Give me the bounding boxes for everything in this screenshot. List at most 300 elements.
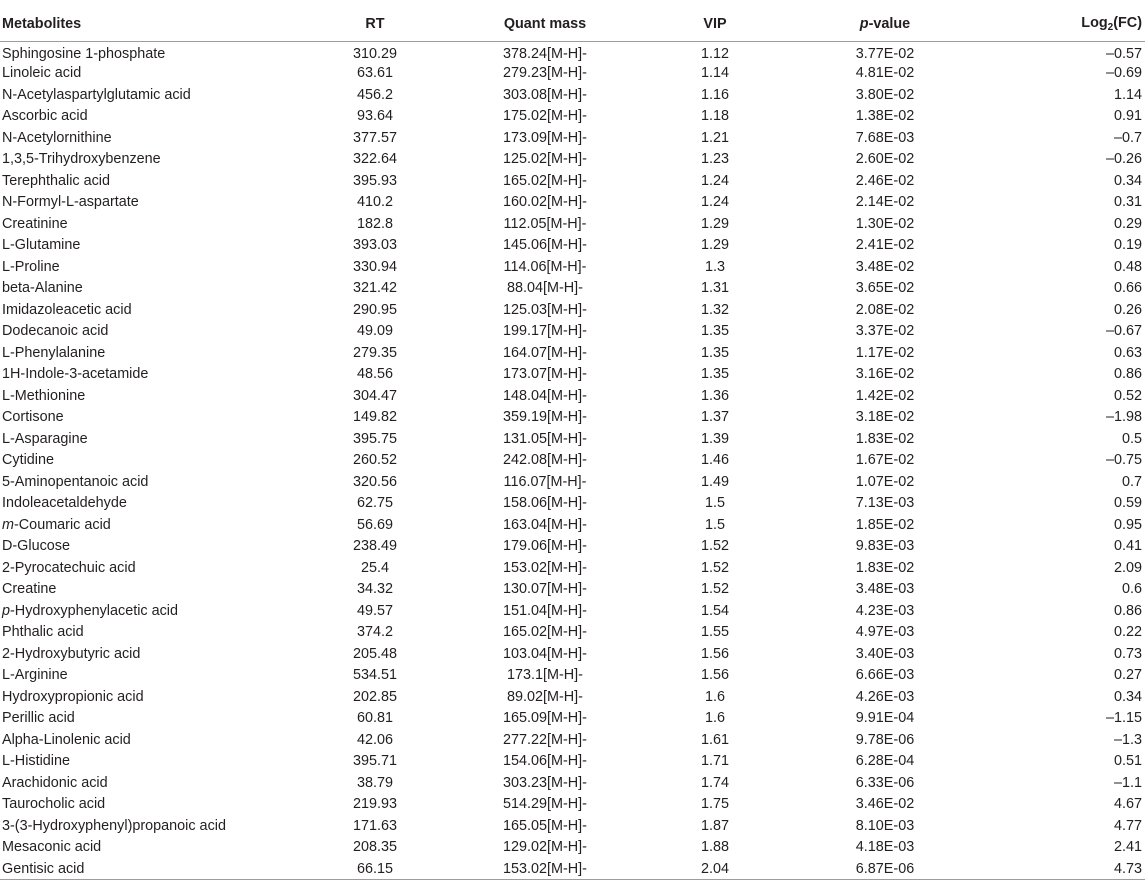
metabolite-prefix: m [2, 516, 14, 533]
table-row [0, 192, 1145, 214]
cell-log2fc: 0.26 [1113, 301, 1142, 318]
metabolite-name: 2-Hydroxybutyric acid [2, 645, 141, 662]
cell-quant-mass: 116.07[M-H]- [503, 473, 587, 490]
metabolite-name: -Coumaric acid [14, 516, 111, 533]
cell-metabolite [0, 837, 300, 859]
cell-p-value: 3.37E-02 [855, 323, 915, 340]
cell-p-value: 6.87E-06 [790, 858, 980, 880]
table-row [0, 428, 1145, 450]
metabolite-name: Phthalic acid [2, 624, 84, 641]
metabolite-name: Cortisone [2, 409, 64, 426]
header-log-suffix: (FC) [1113, 14, 1142, 31]
metabolite-name: Taurocholic acid [2, 796, 106, 813]
metabolite-name: -Hydroxyphenylacetic acid [10, 602, 178, 619]
cell-quant-mass: 165.09[M-H]- [503, 710, 587, 727]
cell-rt: 38.79 [356, 774, 393, 791]
table-body [0, 41, 1145, 880]
table-row [0, 278, 1145, 300]
cell-log2fc: 0.7 [1121, 473, 1142, 490]
table-row [0, 772, 1145, 794]
cell-quant-mass: 242.08[M-H]- [503, 452, 587, 469]
cell-metabolite [0, 213, 300, 235]
cell-rt: 66.15 [300, 858, 450, 880]
cell-metabolite [0, 278, 300, 300]
cell-quant-mass: 164.07[M-H]- [503, 344, 587, 361]
cell-metabolite [0, 428, 300, 450]
cell-metabolite [0, 299, 300, 321]
cell-metabolite [0, 84, 300, 106]
cell-log2fc: 0.41 [1113, 538, 1142, 555]
cell-vip: 1.74 [700, 774, 729, 791]
cell-metabolite [0, 127, 300, 149]
cell-p-value: 1.42E-02 [855, 387, 915, 404]
cell-p-value: 7.68E-03 [855, 129, 915, 146]
cell-metabolite [0, 514, 300, 536]
cell-quant-mass: 88.04[M-H]- [507, 280, 583, 297]
cell-rt: 374.2 [356, 624, 393, 641]
cell-vip: 1.16 [700, 86, 729, 103]
table-row [0, 729, 1145, 751]
cell-p-value: 3.18E-02 [855, 409, 915, 426]
table-header [0, 7, 1145, 41]
table-row [0, 170, 1145, 192]
cell-vip: 1.12 [700, 46, 729, 62]
cell-log2fc: 0.86 [1113, 602, 1142, 619]
cell-rt: 393.03 [352, 237, 397, 254]
cell-log2fc: 0.95 [1113, 516, 1142, 533]
cell-log2fc: –1.98 [1105, 409, 1142, 426]
cell-vip: 1.39 [700, 430, 729, 447]
cell-p-value: 9.78E-06 [855, 731, 915, 748]
header-log-sub: 2 [1107, 21, 1114, 33]
table-row [0, 665, 1145, 687]
metabolite-name: L-Proline [2, 258, 60, 275]
cell-metabolite [0, 256, 300, 278]
metabolite-name: Mesaconic acid [2, 839, 102, 856]
cell-log2fc: 4.73 [980, 858, 1145, 880]
cell-metabolite [0, 450, 300, 472]
cell-log2fc: 4.67 [1113, 796, 1142, 813]
header-log-prefix: Log [1081, 14, 1108, 31]
cell-p-value: 3.16E-02 [855, 366, 915, 383]
cell-quant-mass: 359.19[M-H]- [503, 409, 587, 426]
cell-vip: 1.46 [700, 452, 729, 469]
metabolite-name: Sphingosine 1-phosphate [2, 46, 166, 62]
cell-p-value: 3.46E-02 [855, 796, 915, 813]
cell-metabolite [0, 471, 300, 493]
table-row [0, 256, 1145, 278]
cell-log2fc: 0.22 [1113, 624, 1142, 641]
cell-rt: 49.57 [356, 602, 393, 619]
cell-quant-mass: 160.02[M-H]- [503, 194, 587, 211]
cell-log2fc: 0.34 [1113, 688, 1142, 705]
cell-vip: 1.56 [700, 667, 729, 684]
cell-rt: 34.32 [356, 581, 393, 598]
cell-vip: 1.5 [704, 495, 725, 512]
cell-vip: 1.35 [700, 344, 729, 361]
cell-p-value: 1.07E-02 [855, 473, 915, 490]
metabolite-name: Creatine [2, 581, 57, 598]
cell-rt: 279.35 [352, 344, 397, 361]
cell-quant-mass: 145.06[M-H]- [503, 237, 587, 254]
cell-metabolite [0, 41, 300, 63]
cell-quant-mass: 179.06[M-H]- [503, 538, 587, 555]
cell-vip: 1.56 [700, 645, 729, 662]
cell-p-value: 1.38E-02 [855, 108, 915, 125]
cell-log2fc: 0.5 [1121, 430, 1142, 447]
metabolite-name: Gentisic acid [2, 860, 85, 877]
cell-log2fc: 4.77 [1113, 817, 1142, 834]
table-row [0, 579, 1145, 601]
cell-rt: 56.69 [356, 516, 393, 533]
cell-rt: 205.48 [352, 645, 397, 662]
cell-metabolite [0, 794, 300, 816]
cell-vip: 1.24 [700, 194, 729, 211]
cell-quant-mass: 199.17[M-H]- [503, 323, 587, 340]
cell-p-value: 6.66E-03 [855, 667, 915, 684]
cell-rt: 238.49 [352, 538, 397, 555]
cell-vip: 1.3 [704, 258, 725, 275]
cell-metabolite [0, 235, 300, 257]
header-quant-mass: Quant mass [450, 7, 640, 41]
metabolite-name: Creatinine [2, 215, 68, 232]
header-vip: VIP [640, 7, 790, 41]
metabolite-name: Arachidonic acid [2, 774, 108, 791]
cell-vip: 1.52 [700, 538, 729, 555]
cell-metabolite [0, 364, 300, 386]
header-p-italic: p [859, 15, 869, 32]
cell-p-value: 2.14E-02 [855, 194, 915, 211]
cell-metabolite [0, 858, 300, 880]
cell-vip: 1.29 [700, 215, 729, 232]
cell-log2fc: 0.91 [1113, 108, 1142, 125]
cell-quant-mass: 114.06[M-H]- [503, 258, 587, 275]
table-row [0, 84, 1145, 106]
metabolite-name: 1H-Indole-3-acetamide [2, 366, 149, 383]
table-row [0, 385, 1145, 407]
cell-rt: 304.47 [352, 387, 397, 404]
cell-vip: 1.35 [700, 323, 729, 340]
table-row [0, 858, 1145, 880]
cell-log2fc: –1.3 [1113, 731, 1142, 748]
cell-quant-mass: 103.04[M-H]- [503, 645, 587, 662]
cell-quant-mass: 173.09[M-H]- [503, 129, 587, 146]
cell-rt: 48.56 [356, 366, 393, 383]
cell-quant-mass: 514.29[M-H]- [503, 796, 587, 813]
table-row [0, 815, 1145, 837]
cell-vip: 1.6 [704, 688, 725, 705]
cell-quant-mass: 303.08[M-H]- [503, 86, 587, 103]
cell-p-value: 2.41E-02 [855, 237, 915, 254]
metabolite-name: D-Glucose [2, 538, 70, 555]
cell-log2fc: –1.15 [1105, 710, 1142, 727]
cell-rt: 321.42 [352, 280, 397, 297]
cell-p-value: 4.81E-02 [855, 65, 915, 82]
cell-quant-mass: 175.02[M-H]- [503, 108, 587, 125]
metabolite-name: Dodecanoic acid [2, 323, 109, 340]
metabolite-prefix: p [2, 602, 11, 619]
cell-p-value: 9.83E-03 [855, 538, 915, 555]
table-row [0, 751, 1145, 773]
cell-rt: 377.57 [352, 129, 397, 146]
cell-log2fc: 0.63 [1113, 344, 1142, 361]
table-row [0, 127, 1145, 149]
cell-rt: 395.75 [352, 430, 397, 447]
cell-rt: 330.94 [352, 258, 397, 275]
cell-metabolite [0, 493, 300, 515]
cell-log2fc: 0.27 [1113, 667, 1142, 684]
cell-rt: 171.63 [352, 817, 397, 834]
metabolite-name: L-Arginine [2, 667, 68, 684]
cell-log2fc: 0.34 [1113, 172, 1142, 189]
cell-metabolite [0, 686, 300, 708]
cell-metabolite [0, 192, 300, 214]
cell-p-value: 4.18E-03 [855, 839, 915, 856]
cell-vip: 1.87 [700, 817, 729, 834]
cell-rt: 182.8 [356, 215, 393, 232]
metabolite-name: N-Acetylaspartylglutamic acid [2, 86, 191, 103]
cell-quant-mass: 129.02[M-H]- [503, 839, 587, 856]
table-row [0, 235, 1145, 257]
cell-metabolite [0, 170, 300, 192]
cell-log2fc: 0.52 [1113, 387, 1142, 404]
cell-vip: 1.5 [704, 516, 725, 533]
metabolite-name: 1,3,5-Trihydroxybenzene [2, 151, 161, 168]
cell-p-value: 8.10E-03 [855, 817, 915, 834]
cell-quant-mass: 151.04[M-H]- [503, 602, 587, 619]
cell-metabolite [0, 342, 300, 364]
cell-log2fc: 0.31 [1113, 194, 1142, 211]
cell-vip: 1.52 [700, 581, 729, 598]
cell-rt: 456.2 [356, 86, 393, 103]
cell-quant-mass: 125.02[M-H]- [503, 151, 587, 168]
cell-log2fc: 0.6 [1121, 581, 1142, 598]
cell-p-value: 2.08E-02 [855, 301, 915, 318]
cell-rt: 395.71 [352, 753, 397, 770]
cell-metabolite [0, 106, 300, 128]
cell-log2fc: –0.67 [1105, 323, 1142, 340]
cell-log2fc: 2.09 [1113, 559, 1142, 576]
cell-metabolite [0, 536, 300, 558]
cell-p-value: 6.28E-04 [855, 753, 915, 770]
cell-rt: 320.56 [352, 473, 397, 490]
cell-quant-mass: 303.23[M-H]- [503, 774, 587, 791]
cell-rt: 25.4 [360, 559, 389, 576]
metabolite-name: L-Methionine [2, 387, 86, 404]
metabolite-name: N-Acetylornithine [2, 129, 112, 146]
cell-quant-mass: 173.1[M-H]- [507, 667, 583, 684]
table-row [0, 794, 1145, 816]
table-row [0, 407, 1145, 429]
cell-vip: 1.36 [700, 387, 729, 404]
cell-quant-mass: 130.07[M-H]- [503, 581, 587, 598]
cell-metabolite [0, 665, 300, 687]
cell-quant-mass: 158.06[M-H]- [503, 495, 587, 512]
cell-vip: 1.71 [700, 753, 729, 770]
cell-vip: 1.54 [700, 602, 729, 619]
cell-vip: 1.14 [700, 65, 729, 82]
cell-p-value: 4.23E-03 [855, 602, 915, 619]
cell-quant-mass: 131.05[M-H]- [503, 430, 587, 447]
metabolite-name: Imidazoleacetic acid [2, 301, 132, 318]
cell-metabolite [0, 751, 300, 773]
cell-p-value: 1.30E-02 [855, 215, 915, 232]
cell-quant-mass: 165.05[M-H]- [503, 817, 587, 834]
cell-rt: 534.51 [352, 667, 397, 684]
metabolite-name: Cytidine [2, 452, 54, 469]
table-row [0, 837, 1145, 859]
cell-vip: 1.52 [700, 559, 729, 576]
header-rt: RT [300, 7, 450, 41]
table-row [0, 686, 1145, 708]
cell-metabolite [0, 772, 300, 794]
table-row [0, 514, 1145, 536]
cell-log2fc: –0.69 [1105, 65, 1142, 82]
table-row [0, 106, 1145, 128]
cell-p-value: 3.77E-02 [855, 46, 915, 62]
cell-vip: 1.88 [700, 839, 729, 856]
cell-rt: 202.85 [352, 688, 397, 705]
cell-p-value: 1.83E-02 [855, 430, 915, 447]
cell-vip: 1.23 [700, 151, 729, 168]
table-row [0, 149, 1145, 171]
metabolite-name: Hydroxypropionic acid [2, 688, 144, 705]
metabolite-name: L-Asparagine [2, 430, 88, 447]
table-row [0, 342, 1145, 364]
cell-vip: 1.61 [700, 731, 729, 748]
cell-metabolite [0, 407, 300, 429]
cell-log2fc: 1.14 [1113, 86, 1142, 103]
cell-p-value: 6.33E-06 [855, 774, 915, 791]
cell-quant-mass: 112.05[M-H]- [503, 215, 587, 232]
cell-log2fc: –0.75 [1105, 452, 1142, 469]
cell-vip: 1.32 [700, 301, 729, 318]
cell-rt: 63.61 [356, 65, 393, 82]
table-row [0, 450, 1145, 472]
table-row [0, 493, 1145, 515]
cell-metabolite [0, 385, 300, 407]
cell-quant-mass: 89.02[M-H]- [507, 688, 583, 705]
metabolite-name: 5-Aminopentanoic acid [2, 473, 149, 490]
metabolite-name: 3-(3-Hydroxyphenyl)propanoic acid [2, 817, 226, 834]
cell-metabolite [0, 729, 300, 751]
cell-vip: 1.21 [700, 129, 729, 146]
cell-quant-mass: 153.02[M-H]- [450, 858, 640, 880]
cell-vip: 1.31 [700, 280, 729, 297]
table-row [0, 643, 1145, 665]
table-row [0, 471, 1145, 493]
table-row [0, 299, 1145, 321]
metabolite-name: L-Phenylalanine [2, 344, 106, 361]
cell-log2fc: –0.7 [1113, 129, 1142, 146]
cell-vip: 1.35 [700, 366, 729, 383]
cell-log2fc: –0.26 [1105, 151, 1142, 168]
cell-metabolite [0, 643, 300, 665]
cell-quant-mass: 165.02[M-H]- [503, 624, 587, 641]
cell-rt: 260.52 [352, 452, 397, 469]
cell-quant-mass: 125.03[M-H]- [503, 301, 587, 318]
cell-quant-mass: 279.23[M-H]- [503, 65, 587, 82]
cell-metabolite [0, 600, 300, 622]
metabolite-name: 2-Pyrocatechuic acid [2, 559, 136, 576]
metabolite-name: L-Histidine [2, 753, 70, 770]
header-metabolites: Metabolites [0, 7, 300, 41]
cell-rt: 219.93 [352, 796, 397, 813]
cell-quant-mass: 378.24[M-H]- [503, 46, 587, 62]
metabolite-name: N-Formyl-L-aspartate [2, 194, 139, 211]
metabolite-name: Linoleic acid [2, 65, 82, 82]
cell-quant-mass: 173.07[M-H]- [503, 366, 587, 383]
table-row [0, 600, 1145, 622]
cell-vip: 1.24 [700, 172, 729, 189]
cell-rt: 208.35 [352, 839, 397, 856]
cell-p-value: 1.17E-02 [855, 344, 915, 361]
cell-p-value: 1.67E-02 [855, 452, 915, 469]
cell-rt: 149.82 [352, 409, 397, 426]
cell-log2fc: –1.1 [1113, 774, 1142, 791]
metabolites-table [0, 7, 1145, 880]
table-row [0, 536, 1145, 558]
cell-rt: 49.09 [356, 323, 393, 340]
cell-p-value: 7.13E-03 [855, 495, 915, 512]
cell-quant-mass: 163.04[M-H]- [503, 516, 587, 533]
cell-vip: 1.55 [700, 624, 729, 641]
table-row [0, 41, 1145, 63]
cell-rt: 60.81 [356, 710, 393, 727]
cell-metabolite [0, 579, 300, 601]
cell-log2fc: 0.86 [1113, 366, 1142, 383]
cell-log2fc: 0.66 [1113, 280, 1142, 297]
header-p-value [790, 7, 980, 41]
cell-quant-mass: 277.22[M-H]- [503, 731, 587, 748]
cell-rt: 42.06 [356, 731, 393, 748]
cell-p-value: 1.85E-02 [855, 516, 915, 533]
cell-p-value: 2.46E-02 [855, 172, 915, 189]
cell-rt: 410.2 [356, 194, 393, 211]
cell-vip: 2.04 [640, 858, 790, 880]
cell-p-value: 4.97E-03 [855, 624, 915, 641]
cell-metabolite [0, 622, 300, 644]
cell-metabolite [0, 63, 300, 85]
cell-rt: 395.93 [352, 172, 397, 189]
cell-quant-mass: 148.04[M-H]- [503, 387, 587, 404]
cell-p-value: 3.48E-03 [855, 581, 915, 598]
cell-vip: 1.49 [700, 473, 729, 490]
table-row [0, 708, 1145, 730]
cell-p-value: 3.40E-03 [855, 645, 915, 662]
cell-vip: 1.75 [700, 796, 729, 813]
header-log2fc [980, 7, 1145, 41]
cell-log2fc: 0.51 [1113, 753, 1142, 770]
header-row [0, 7, 1145, 41]
cell-vip: 1.37 [700, 409, 729, 426]
cell-log2fc: 0.19 [1113, 237, 1142, 254]
header-p-rest: -value [868, 15, 911, 32]
cell-log2fc: 2.41 [1113, 839, 1142, 856]
metabolite-name: L-Glutamine [2, 237, 81, 254]
metabolite-name: Perillic acid [2, 710, 75, 727]
cell-metabolite [0, 557, 300, 579]
cell-rt: 62.75 [356, 495, 393, 512]
table-row [0, 364, 1145, 386]
cell-log2fc: –0.57 [1105, 46, 1142, 62]
metabolite-name: beta-Alanine [2, 280, 83, 297]
cell-rt: 290.95 [352, 301, 397, 318]
table-row [0, 557, 1145, 579]
metabolite-name: Terephthalic acid [2, 172, 110, 189]
cell-quant-mass: 165.02[M-H]- [503, 172, 587, 189]
cell-metabolite [0, 815, 300, 837]
